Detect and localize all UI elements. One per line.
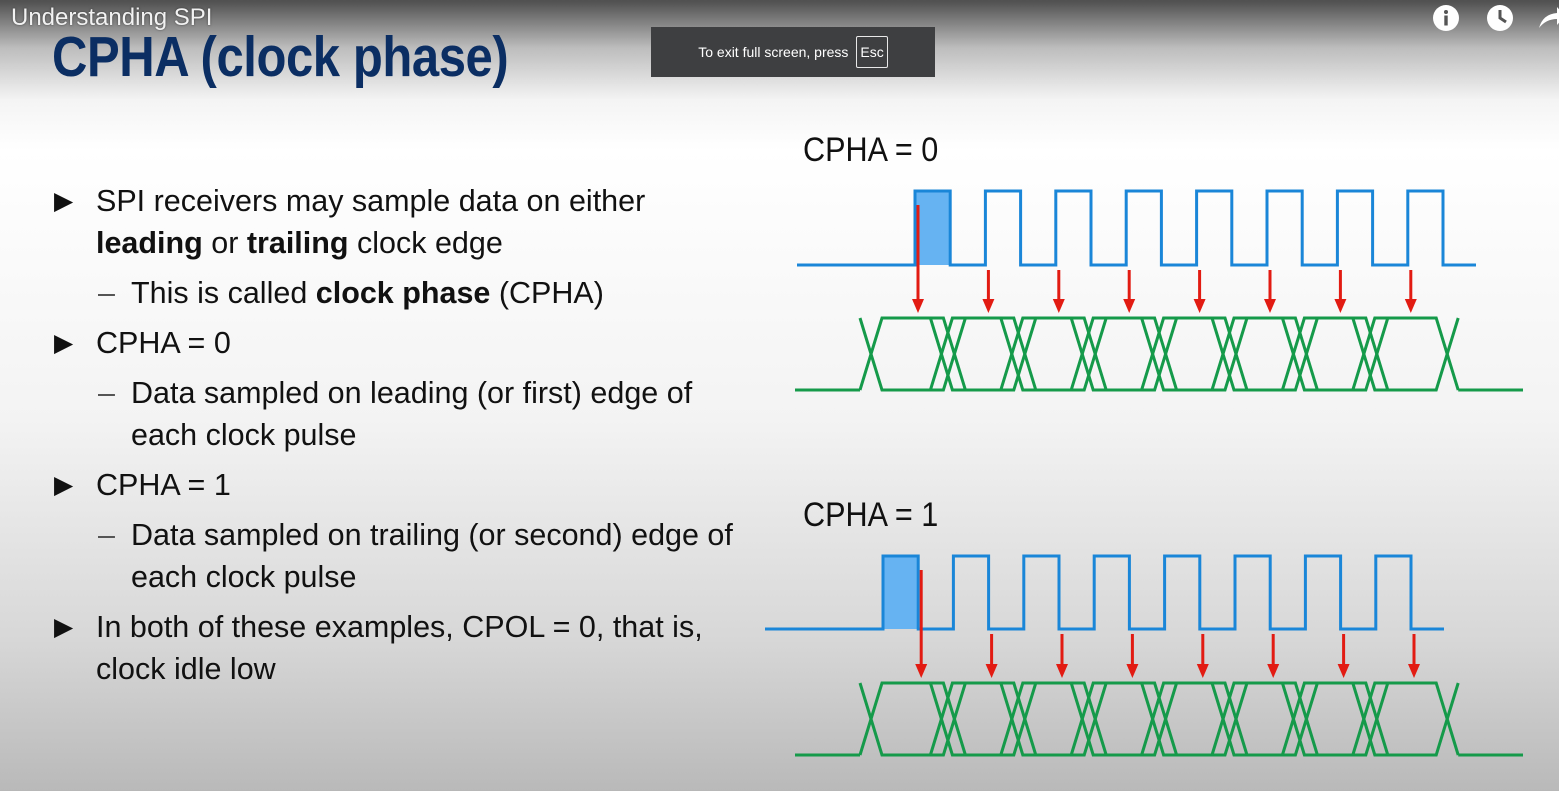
bullet-text: trailing bbox=[246, 226, 349, 260]
data-bit-cell-bottom bbox=[1353, 318, 1458, 390]
data-bit-cell-bottom bbox=[930, 318, 1035, 390]
data-bit-cell-top bbox=[1071, 318, 1176, 390]
bullet-marker-icon: ▶ bbox=[54, 329, 74, 357]
video-title[interactable]: Understanding SPI bbox=[11, 4, 213, 31]
data-bit-cell-top bbox=[930, 683, 1035, 755]
share-arrow-icon[interactable] bbox=[1537, 4, 1559, 32]
sample-arrow-head bbox=[915, 664, 927, 678]
sub-bullet-trailing-edge bbox=[52, 514, 752, 598]
first-clock-pulse-highlight bbox=[883, 556, 918, 629]
bullet-text: SPI receivers may sample data on either bbox=[96, 184, 646, 218]
sub-bullet-leading-edge bbox=[52, 372, 752, 456]
bullet-text: In both of these examples, CPOL = 0, that is, clock idle low bbox=[96, 610, 703, 686]
sample-arrow-head bbox=[1056, 664, 1068, 678]
bullet-text: (CPHA) bbox=[490, 276, 604, 310]
data-bit-cell-bottom bbox=[1142, 683, 1247, 755]
bullet-text: Data sampled on leading (or first) edge of each clock pulse bbox=[131, 376, 693, 452]
data-bit-cell-bottom bbox=[930, 683, 1035, 755]
fullscreen-exit-toast bbox=[651, 27, 935, 77]
bullet-text: This is called bbox=[131, 276, 316, 310]
toast-message: To exit full screen, press bbox=[698, 44, 849, 60]
sample-arrow-head bbox=[1338, 664, 1350, 678]
sample-arrow-head bbox=[1126, 664, 1138, 678]
bullet-text: or bbox=[202, 226, 247, 260]
data-bit-cell-top bbox=[1212, 318, 1317, 390]
sample-arrow-head bbox=[1405, 299, 1417, 313]
sample-arrow-head bbox=[982, 299, 994, 313]
diagram-label-cpha-0: CPHA = 0 bbox=[803, 131, 939, 169]
sub-bullet-dash: – bbox=[98, 376, 115, 410]
data-bit-cell-top bbox=[1282, 683, 1387, 755]
info-icon[interactable] bbox=[1432, 4, 1460, 32]
bullet-text: clock edge bbox=[348, 226, 503, 260]
data-bit-cell-bottom bbox=[1071, 683, 1176, 755]
clock-waveform bbox=[765, 556, 1444, 629]
sample-arrow-head bbox=[1123, 299, 1135, 313]
bullet-text: leading bbox=[96, 226, 203, 260]
data-bit-cell-bottom bbox=[860, 318, 965, 390]
sample-arrow-head bbox=[1264, 299, 1276, 313]
sample-arrow-head bbox=[1194, 299, 1206, 313]
clock-waveform bbox=[797, 191, 1476, 265]
sample-arrow-head bbox=[1267, 664, 1279, 678]
data-bit-cell-top bbox=[1353, 683, 1458, 755]
diagram-label-cpha-1: CPHA = 1 bbox=[803, 496, 939, 534]
bullet-text: clock phase bbox=[315, 276, 491, 310]
bullet-cpol-note bbox=[52, 606, 752, 690]
data-bit-cell-bottom bbox=[1212, 318, 1317, 390]
bullet-marker-icon: ▶ bbox=[54, 471, 74, 499]
bullet-marker-icon: ▶ bbox=[54, 613, 74, 641]
sample-arrow-head bbox=[1197, 664, 1209, 678]
esc-key-badge: Esc bbox=[856, 36, 887, 68]
data-bit-cell-bottom bbox=[1001, 683, 1106, 755]
data-bit-cell-top bbox=[1142, 318, 1247, 390]
sub-bullet-dash: – bbox=[98, 518, 115, 552]
first-clock-pulse-highlight bbox=[915, 191, 950, 265]
data-bit-cell-bottom bbox=[1001, 318, 1106, 390]
data-bit-cell-bottom bbox=[1212, 683, 1317, 755]
data-bit-cell-top bbox=[1282, 318, 1387, 390]
bullet-text: Data sampled on trailing (or second) edge of each clock pulse bbox=[131, 518, 733, 594]
data-bit-cell-top bbox=[1071, 683, 1176, 755]
data-bit-cell-top bbox=[1001, 683, 1106, 755]
data-bit-cell-top bbox=[1001, 318, 1106, 390]
data-bit-cell-top bbox=[1142, 683, 1247, 755]
bullet-cpha-1 bbox=[52, 464, 752, 506]
bullet-sampling-edge bbox=[52, 180, 752, 264]
data-bit-cell-top bbox=[930, 318, 1035, 390]
sample-arrow-head bbox=[1408, 664, 1420, 678]
data-bit-cell-top bbox=[1353, 318, 1458, 390]
data-bit-cell-bottom bbox=[860, 683, 965, 755]
bullet-text: CPHA = 1 bbox=[96, 468, 231, 502]
bullet-text: CPHA = 0 bbox=[96, 326, 231, 360]
sample-arrow-head bbox=[986, 664, 998, 678]
sub-bullet-clock-phase bbox=[52, 272, 752, 314]
data-bit-cell-bottom bbox=[1282, 318, 1387, 390]
data-bit-cell-bottom bbox=[1353, 683, 1458, 755]
data-bit-cell-top bbox=[860, 683, 965, 755]
data-bit-cell-bottom bbox=[1142, 318, 1247, 390]
data-bit-cell-bottom bbox=[1071, 318, 1176, 390]
bullet-cpha-0 bbox=[52, 322, 752, 364]
data-bit-cell-top bbox=[860, 318, 965, 390]
sample-arrow-head bbox=[1334, 299, 1346, 313]
sample-arrow-head bbox=[1053, 299, 1065, 313]
sub-bullet-dash: – bbox=[98, 276, 115, 310]
data-bit-cell-bottom bbox=[1282, 683, 1387, 755]
clock-icon[interactable] bbox=[1486, 4, 1514, 32]
bullet-marker-icon: ▶ bbox=[54, 187, 74, 215]
data-bit-cell-top bbox=[1212, 683, 1317, 755]
bullet-list bbox=[52, 180, 752, 698]
slide-title: CPHA (clock phase) bbox=[52, 25, 509, 89]
sample-arrow-head bbox=[912, 299, 924, 313]
